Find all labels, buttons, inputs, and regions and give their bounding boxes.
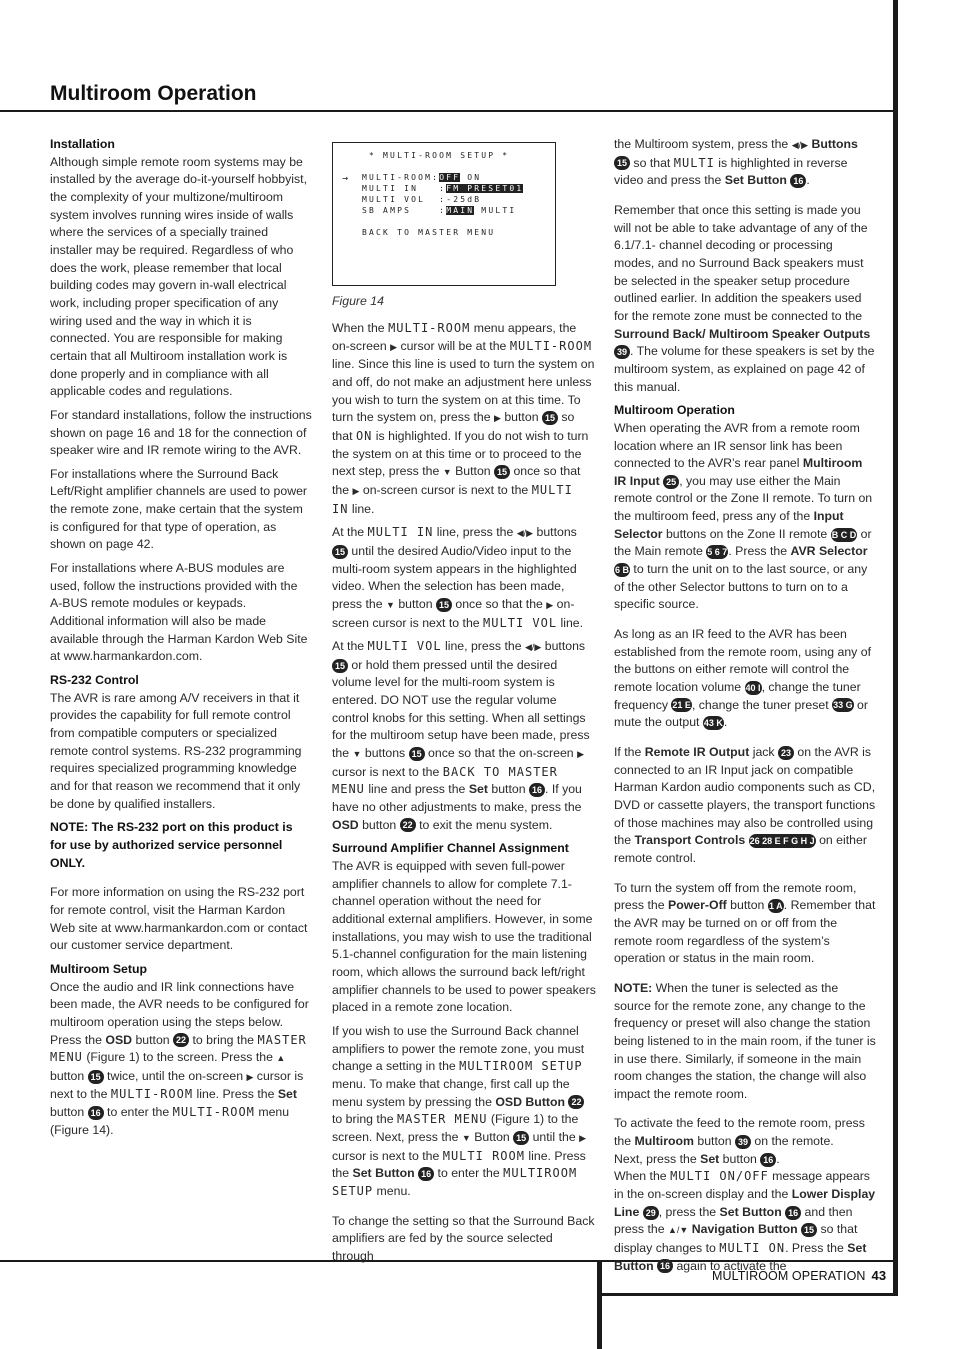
button-number-icon: 16 [760,1153,776,1167]
down-arrow-icon: ▼ [386,599,395,610]
heading-amp-assignment: Surround Amplifier Channel Assignment [332,841,569,856]
para-rs232: The AVR is rare among A/V receivers in that it provides the capability for full remote control from compatible computers or specialized remote control systems. RS-232 programming requires specialized programming knowledge and for that reason we recommend that it only be done by qualified installers. [50,690,302,811]
osd-row-sb-amps: SB AMPS :MAIN MULTI [362,206,517,215]
button-number-icon: 33 G [833,700,853,711]
down-arrow-icon: ▼ [442,467,452,478]
note-rs232: NOTE: The RS-232 port on this product is for use by authorized service personnel ONLY. [50,820,293,870]
button-number-icon: 1 A [768,901,783,911]
para-install-5: Additional information will also be made available through the Harman Kardon Web Site at www.harmankardon.com. [50,614,308,664]
para-setup: Once the audio and IR link connections have been made, the AVR needs to be configured for multiroom operation using the steps below. Press the OSD button 22 to bring the MASTER MENU (Figure 1) to the screen. Press the ▲ button 15 twice, until the on-screen ▶ cursor is next to the MULTI-ROOM line. Press the Set button 16 to enter the MULTI-ROOM menu (Figure 14). [50,979,309,1137]
right-arrow-icon: ▶ [352,485,360,496]
osd-row-multiroom: MULTI-ROOM:OFF ON [362,173,482,182]
button-number-icon: 15 [801,1223,817,1237]
button-number-icon: 15 [513,1131,529,1145]
up-down-arrow-icon: ▲/▼ [668,1225,689,1236]
column-2 [332,320,596,1271]
osd-row-multi-vol: MULTI VOL :-25dB [362,195,482,204]
para-power-off: To turn the system off from the remote room, press the Power-Off button 1 A. Remember that the AVR may be turned on or off from the remote room regardless of the system’s operation or status in the main room. [614,880,876,966]
up-arrow-icon: ▲ [276,1053,286,1064]
para-activate-feed: To activate the feed to the remote room, press the Multiroom button 39 on the remote. Next, press the Set button 16 . When the MULTI ON/OFF message appears in the on-screen display and the Lower Display Line 29 , press the Set Button 16 and then press the ▲/▼ Navigation Button 15 so that display changes to MULTI ON. Press the Set Button 16 again to activate the [614,1116,876,1273]
para-operation: When operating the AVR from a remote room location where an IR sensor link has been connected to the AVR’s rear panel Multiroom IR Input 25 , you may use either the Main remote control or the Zone II remote. To turn on the multiroom feed, press any of the Input Selector buttons on the Zone II remote B C D or the Main remote 5 6 7. Press the AVR Selector 6 B to turn the unit on to the last source, or any of the other Selector buttons to turn on to a specific source. [614,420,873,612]
button-number-icon: 25 [663,475,679,489]
button-number-icon: 16 [529,783,545,797]
button-number-icon: 15 [88,1070,104,1084]
button-number-icon: 16 [88,1106,104,1120]
para-install-4: For installations where A-BUS modules are used, follow the instructions provided with the A-BUS remote modules or keypads. [50,561,298,611]
right-arrow-icon: ▶ [246,1071,254,1082]
button-number-icon: 29 [643,1206,659,1220]
footer-bar [597,1262,602,1349]
button-number-icon: 43 K [703,718,723,729]
para-ir-feed: As long as an IR feed to the AVR has been established from the remote room, using any of the buttons on either remote will control the remote location volume 40 I, change the tuner frequency 21 E, change the tuner preset 33 G or mute the output 43 K. [614,627,871,730]
button-number-icon: 16 [790,174,806,188]
down-arrow-icon: ▼ [461,1132,471,1143]
para-remember: Remember that once this setting is made you will not be able to take advantage of any of the 6.1/7.1- channel decoding or processing modes, and no Surround Back speakers must be selected in the speaker setup procedure outlined earlier. In addition the speakers used for the remote zone must be connected to the Surround Back/ Multiroom Speaker Outputs 39 . The volume for these speakers is set by the multiroom system, as explained on page 42 of this manual. [614,202,875,394]
button-number-icon: 22 [568,1095,584,1109]
para-install-3: For installations where the Surround Back Left/Right amplifier channels are used to power the remote zone, make certain that the system is configured for that type of operation, as shown on page 42. [50,466,308,552]
para-install-1: Although simple remote room systems may be installed by the average do-it-yourself hobbyist, the complexity of your multizone/multiroom system involves running wires inside of walls where the services of a specially trained installer may be required. Regardless of who does the work, please remember that local building codes may govern in-wall electrical work, including proper specification of any wiring used and the way in which it is connected. You are responsible for making certain that all Multiroom installation work is done properly and in compliance with all applicable codes and regulations. [50,154,308,399]
right-border-bar [893,0,898,1294]
button-number-icon: 40 I [745,682,761,693]
button-number-icon: 26 28 E F G H J [749,836,815,847]
column-1 [50,136,312,1145]
right-arrow-icon: ▶ [494,413,501,424]
left-right-arrow-icon: ◀/▶ [516,528,534,539]
right-arrow-icon: ▶ [390,341,398,352]
button-number-icon: 21 E [672,700,691,711]
heading-rs232: RS-232 Control [50,673,139,688]
button-number-icon: 16 [657,1259,673,1273]
button-number-icon: 15 [332,659,348,673]
osd-back-to-master: BACK TO MASTER MENU [362,228,496,237]
button-number-icon: 15 [409,747,425,761]
para-amp: The AVR is equipped with seven full-power amplifier channels to allow for complete 7.1-channel operation without the need for additional external amplifiers. However, in some installations, you may wish to use the traditional 5.1-channel configuration for the main listening room, which allows the surround back left/right amplifier channels to be used to power speakers placed in a remote zone location. [332,859,596,1015]
osd-row-multi-in: MULTI IN :FM PRESET01 [362,184,524,193]
button-number-icon: 39 [614,345,630,359]
button-number-icon: 15 [332,545,348,559]
button-number-icon: 15 [614,156,630,170]
para-multiroom-menu: When the MULTI-ROOM menu appears, the on-screen ▶ cursor will be at the MULTI-ROOM line. Since this line is used to turn the system on and off, do not make an adjustment here unless you wish to turn the system on at this time. To turn the system on, press the ▶ button 15 so that ON is highlighted. If you do not wish to turn the system on at this time or to proceed to the next step, press the ▼ Button 15 once so that the ▶ on-screen cursor is next to the MULTI IN line. [332,321,595,516]
button-number-icon: 16 [418,1167,434,1181]
right-arrow-icon: ▶ [579,1132,586,1143]
button-number-icon: 22 [400,818,416,832]
column-3 [614,136,876,1281]
right-arrow-icon: ▶ [546,599,554,610]
para-sb-change: If you wish to use the Surround Back channel amplifiers to power the remote zone, you must change a setting in the MULTIROOM SETUP menu. To make that change, first call up the menu system by pressing the OSD Button 22 to bring the MASTER MENU (Figure 1) to the screen. Next, press the ▼ Button 15 until the ▶ cursor is next to the MULTI ROOM line. Press the Set Button 16 to enter the MULTIROOM SETUP menu. [332,1023,586,1198]
para-more: For more information on using the RS-232 port for remote control, visit the Harman Kardon Web site at www.harmankardon.com or contact our customer service department. [50,885,308,953]
header-rule [0,110,893,112]
page-footer: MULTIROOM OPERATION 43 [712,1268,887,1283]
heading-installation: Installation [50,137,115,151]
para-multi-in: At the MULTI IN line, press the ◀/▶ buttons 15 until the desired Audio/Video input to the multi-room system appears in the highlighted video. When the selection has been made, press the ▼ button 15 once so that the ▶ on-screen cursor is next to the MULTI VOL line. [332,525,584,630]
button-number-icon: 15 [436,598,452,612]
page-number: 43 [871,1268,887,1283]
button-letter-icon: B C D [831,529,857,540]
para-remote-ir-output: If the Remote IR Output jack 23 on the AVR is connected to an IR Input jack on compatible Harman Kardon audio components such as CD, DVD or cassette players, the transport functions of those machines may also be controlled using the Transport Controls 26 28 E F G H J on either remote control. [614,745,876,865]
heading-multiroom-operation: Multiroom Operation [614,403,735,418]
para-sb-setting: To change the setting so that the Surround Back amplifiers are fed by the source selected through [332,1213,595,1263]
page-title: Multiroom Operation [50,82,257,105]
osd-header: * MULTI-ROOM SETUP * [369,151,510,160]
osd-cursor-arrow-icon: → [342,173,351,184]
right-arrow-icon: ▶ [577,749,584,760]
figure-caption: Figure 14 [332,294,384,308]
para-multi-select: the Multiroom system, press the ◀/▶ Buttons 15 so that MULTI is highlighted in reverse video and press the Set Button 16 . [614,137,858,188]
heading-multiroom-setup: Multiroom Setup [50,961,148,976]
left-right-arrow-icon: ◀/▶ [524,642,542,653]
button-number-icon: 22 [173,1033,189,1047]
note-tuner: NOTE: When the tuner is selected as the source for the remote zone, any change to the frequency or preset will also change the station being listened to in the main room, if the tuner is in use there. Similarly, if someone in the main room changes the station, the change will also impact the remote room. [614,980,876,1101]
button-number-icon: 6 B [615,564,630,575]
footer-rule-right [597,1293,898,1296]
button-number-icon: 16 [785,1206,801,1220]
button-number-icon: 15 [542,411,558,425]
button-number-icon: 15 [494,465,510,479]
left-right-arrow-icon: ◀/▶ [791,140,809,150]
button-number-icon: 5 6 7 [707,547,728,558]
para-multi-vol: At the MULTI VOL line, press the ◀/▶ buttons 15 or hold them pressed until the desired volume level for the multi-room system is entered. DO NOT use the regular volume control knobs for this setting. When all settings for the multiroom setup have been made, press the ▼ buttons 15 once so that the on-screen ▶ cursor is next to the BACK TO MASTER MENU line and press the Set button 16 . If you have no other adjustments to make, press the OSD button 22 to exit the menu system. [332,639,590,832]
para-install-2: For standard installations, follow the instructions shown on page 16 and 18 for the connection of speaker wire and IR remote wiring to the AVR. [50,407,312,458]
button-number-icon: 39 [735,1135,751,1149]
osd-screen-figure [332,142,556,286]
button-number-icon: 23 [778,746,794,760]
down-arrow-icon: ▼ [352,749,362,760]
